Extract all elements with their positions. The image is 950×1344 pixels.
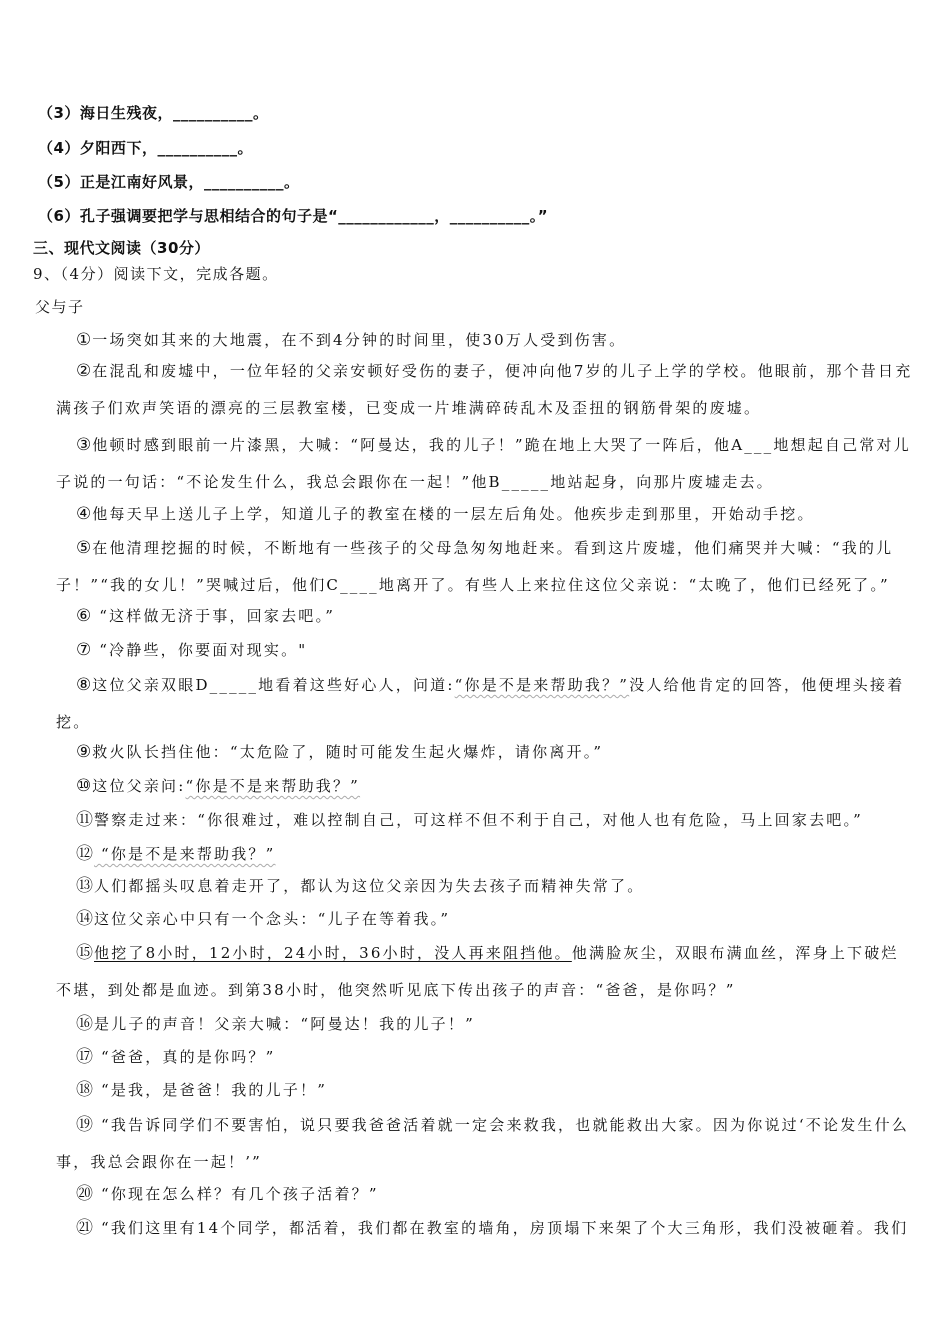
paragraph-text: 他顿时感到眼前一片漆黑，大喊：“阿曼达，我的儿子！”跪在地上大哭了一阵后，他A___地想起自己常对儿子说的一句话：“不论发生什么，我总会跟你在一起！”他B_____地站起身，向那片废墟走去。 [56, 436, 911, 491]
paragraph-4 [56, 496, 914, 533]
paragraph-16 [56, 1006, 914, 1043]
paragraph-15 [56, 935, 914, 1009]
paragraph-number-marker: ⑯ [76, 1014, 93, 1034]
paragraph-13 [56, 868, 914, 905]
paragraph-6 [56, 598, 914, 635]
paragraph-number-marker: ⑤ [76, 538, 92, 558]
wavy-underlined-text: “你是不是来帮助我？” [185, 777, 361, 795]
wavy-underlined-text: “你是不是来帮助我？” [454, 676, 630, 694]
paragraph-text: “你现在怎么样？有几个孩子活着？” [94, 1185, 379, 1203]
paragraph-8 [56, 667, 914, 741]
paragraph-number-marker: ⑦ [76, 640, 92, 660]
paragraph-number-marker: ⑫ [76, 844, 93, 864]
paragraph-text: 这位父亲双眼D_____地看着这些好心人，问道: [92, 676, 455, 694]
paragraph-number-marker: ⑭ [76, 909, 93, 929]
paragraph-text: 在混乱和废墟中，一位年轻的父亲安顿好受伤的妻子，便冲向他7岁的儿子上学的学校。他眼前，那个昔日充满孩子们欢声笑语的漂亮的三层教室楼，已变成一片堆满碎砖乱木及歪扭的钢筋骨架的废墟。 [56, 362, 913, 417]
paragraph-text: “我告诉同学们不要害怕，说只要我爸爸活着就一定会来救我，也就能救出大家。因为你说过‘不论发生什么事，我总会跟你在一起！’” [56, 1116, 910, 1171]
paragraph-number-marker: ② [76, 361, 92, 381]
story-title: 父与子 [35, 298, 85, 316]
paragraph-number-marker: ⑩ [76, 776, 92, 796]
paragraph-10 [56, 768, 914, 805]
paragraph-text: 在他清理挖掘的时候，不断地有一些孩子的父母急匆匆地赶来。看到这片废墟，他们痛哭并大喊：“我的儿子！”“我的女儿！”哭喊过后，他们C____地离开了。有些人上来拉住这位父亲说：“太晚了，他们已经死了。” [56, 539, 894, 594]
paragraph-14 [56, 901, 914, 938]
paragraph-number-marker: ⑥ [76, 606, 92, 626]
paragraph-17 [56, 1039, 914, 1076]
paragraph-number-marker: ⑪ [76, 810, 93, 830]
paragraph-text: 这位父亲问: [92, 777, 186, 795]
question-prompt: 9、（4分）阅读下文，完成各题。 [33, 265, 279, 283]
wavy-underlined-text: “你是不是来帮助我？” [94, 845, 276, 863]
paragraph-19 [56, 1107, 914, 1181]
underlined-text: 他挖了8小时，12小时，24小时，36小时，没人再来阻挡他。 [94, 944, 572, 962]
fill-in-item-4: （4）夕阳西下，__________。 [38, 139, 253, 157]
paragraph-number-marker: ⑧ [76, 675, 92, 695]
paragraph-text: 警察走过来：“你很难过，难以控制自己，可这样不但不利于自己，对他人也有危险，马上回家去吧。” [94, 811, 864, 829]
paragraph-number-marker: ⑨ [76, 742, 92, 762]
paragraph-number-marker: ① [76, 330, 92, 350]
paragraph-9 [56, 734, 914, 771]
paragraph-text: 一场突如其来的大地震，在不到4分钟的时间里，使30万人受到伤害。 [92, 331, 627, 349]
paragraph-number-marker: ⑬ [76, 876, 93, 896]
paragraph-text: 救火队长挡住他：“太危险了，随时可能发生起火爆炸，请你离开。” [92, 743, 604, 761]
paragraph-text: “这样做无济于事，回家去吧。” [92, 607, 336, 625]
paragraph-text: “我们这里有14个同学，都活着，我们都在教室的墙角，房顶塌下来架了个大三角形，我们没被砸着。我们 [94, 1219, 909, 1237]
paragraph-3 [56, 427, 914, 501]
paragraph-5 [56, 530, 914, 604]
paragraph-text: “爸爸，真的是你吗？” [94, 1048, 276, 1066]
paragraph-number-marker: ⑳ [76, 1184, 93, 1204]
paragraph-21 [56, 1210, 914, 1247]
paragraph-text: 人们都摇头叹息着走开了，都认为这位父亲因为失去孩子而精神失常了。 [94, 877, 645, 895]
paragraph-text: 他每天早上送儿子上学，知道儿子的教室在楼的一层左后角处。他疾步走到那里，开始动手挖。 [92, 505, 815, 523]
paragraph-number-marker: ⑮ [76, 943, 93, 963]
fill-in-item-5: （5）正是江南好风景，__________。 [38, 173, 300, 191]
paragraph-number-marker: ⑲ [76, 1115, 93, 1135]
paragraph-20 [56, 1176, 914, 1213]
paragraph-2 [56, 353, 914, 427]
paragraph-11 [56, 802, 914, 839]
paragraph-number-marker: ④ [76, 504, 92, 524]
paragraph-number-marker: ⑱ [76, 1080, 93, 1100]
paragraph-18 [56, 1072, 914, 1109]
paragraph-text: “冷静些，你要面对现实。" [92, 641, 308, 659]
section-heading: 三、现代文阅读（30分） [33, 239, 210, 257]
paragraph-text: 这位父亲心中只有一个念头：“儿子在等着我。” [94, 910, 451, 928]
fill-in-item-3: （3）海日生残夜，__________。 [38, 104, 269, 122]
paragraph-number-marker: ⑰ [76, 1047, 93, 1067]
paragraph-7 [56, 632, 914, 669]
paragraph-text: 他满脸灰尘，双眼布满血丝，浑身上下破烂不堪，到处都是血迹。到第38小时，他突然听见底下传出孩子的声音：“爸爸，是你吗？” [56, 944, 899, 999]
paragraph-number-marker: ③ [76, 435, 92, 455]
paragraph-text: “是我，是爸爸！我的儿子！” [94, 1081, 328, 1099]
fill-in-item-6: （6）孔子强调要把学与思相结合的句子是“____________，__________。” [38, 207, 549, 225]
paragraph-text: 是儿子的声音！父亲大喊：“阿曼达！我的儿子！” [94, 1015, 475, 1033]
paragraph-text: 没人给他肯定的回答，他便埋头接着挖。 [56, 676, 905, 731]
paragraph-number-marker: ㉑ [76, 1218, 93, 1238]
